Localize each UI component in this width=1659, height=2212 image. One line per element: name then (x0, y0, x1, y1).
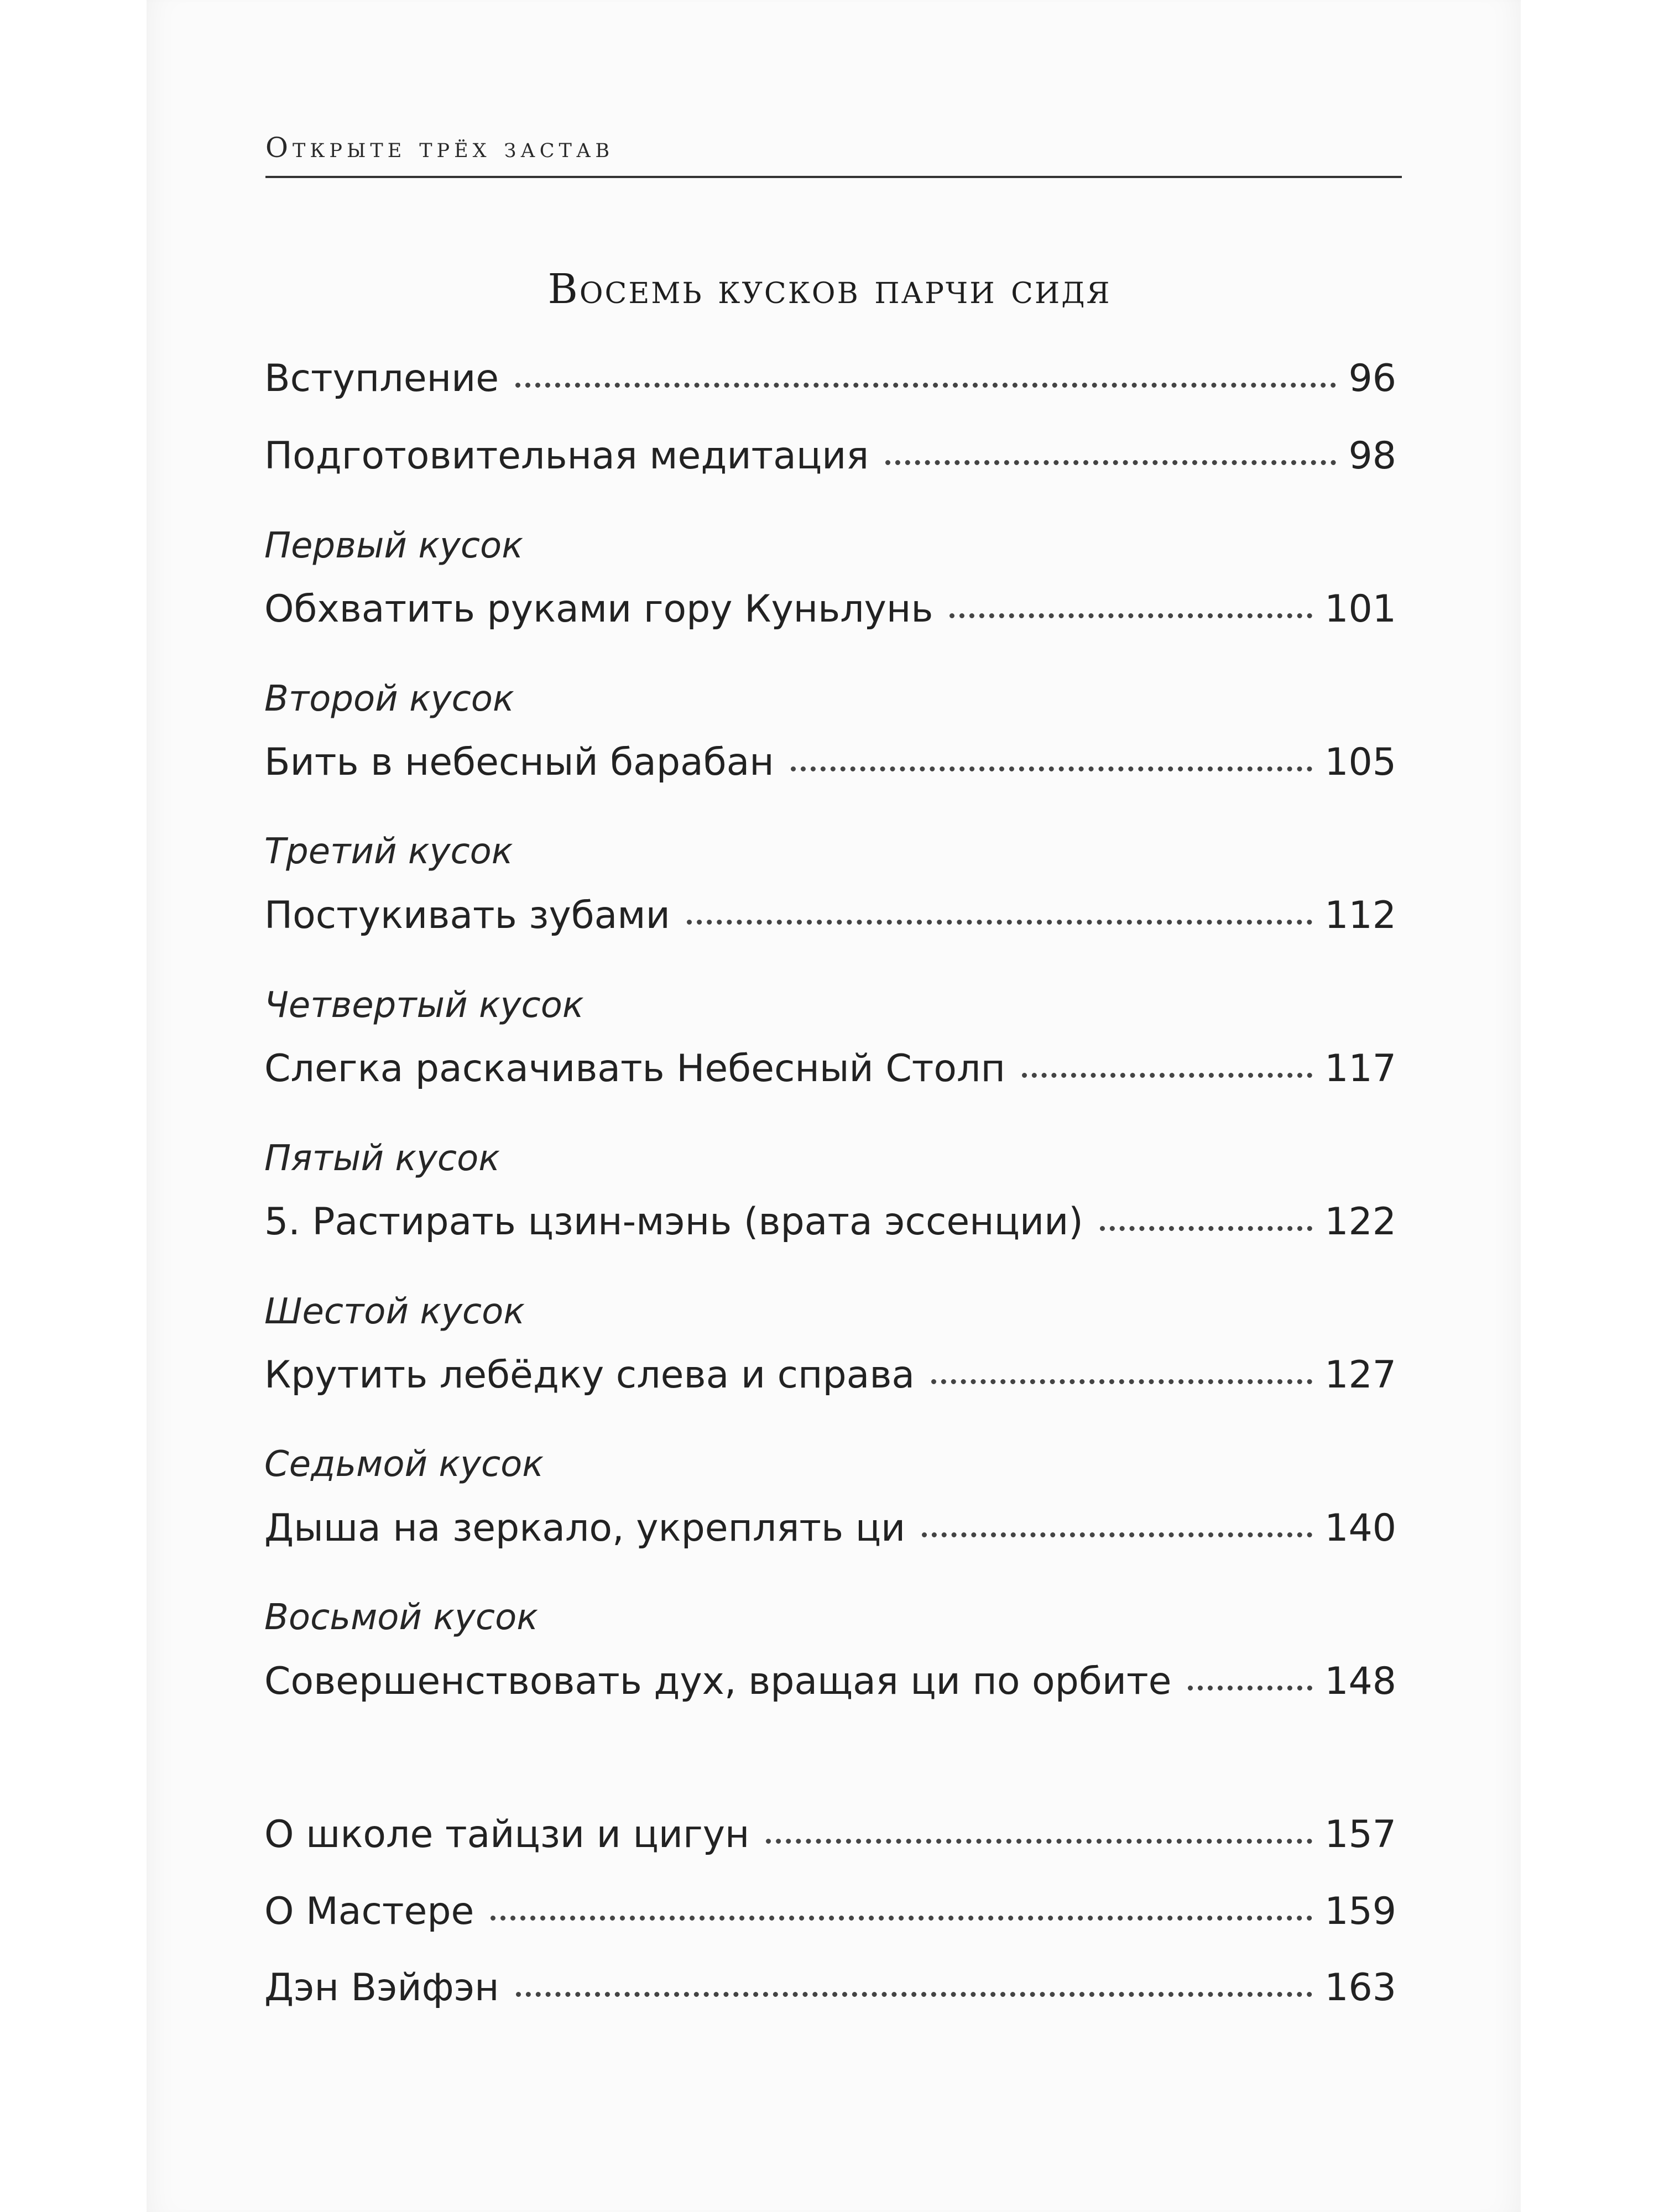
dot-leader (931, 1379, 1312, 1384)
running-head: Открыте трёх застав (265, 132, 614, 164)
toc-page-number: 148 (1324, 1660, 1396, 1703)
toc-entry (264, 357, 1396, 400)
toc-part-heading: Пятый кусок (264, 1138, 500, 1179)
toc-page-number: 98 (1348, 434, 1396, 478)
toc-entry (264, 1966, 1396, 2010)
header-rule (265, 176, 1402, 178)
toc-entry-title: Совершенствовать дух, вращая ци по орбите (264, 1660, 1172, 1703)
toc-entry (264, 1047, 1396, 1091)
toc-page-number: 157 (1324, 1813, 1396, 1856)
toc-part-heading: Седьмой кусок (264, 1444, 544, 1485)
dot-leader (766, 1839, 1312, 1844)
toc-page-number: 159 (1324, 1890, 1396, 1933)
toc-part-heading: Третий кусок (264, 831, 513, 872)
dot-leader (491, 1916, 1312, 1921)
toc-entry-title: Вступление (264, 357, 499, 400)
toc-entry (264, 1813, 1396, 1856)
dot-leader (1188, 1686, 1312, 1691)
toc-page-number: 96 (1348, 357, 1396, 400)
toc-entry (264, 894, 1396, 937)
toc-entry (264, 587, 1396, 631)
dot-leader (1100, 1226, 1312, 1231)
toc-entry (264, 1890, 1396, 1933)
toc-entry-title: О Мастере (264, 1890, 474, 1933)
toc-part-heading: Четвертый кусок (264, 985, 584, 1026)
toc-page-number: 127 (1324, 1353, 1396, 1397)
toc-part-heading: Первый кусок (264, 525, 523, 566)
toc-page-number: 140 (1324, 1506, 1396, 1550)
dot-leader (885, 460, 1336, 465)
toc-entry-title: Слегка раскачивать Небесный Столп (264, 1047, 1005, 1091)
toc-page-number: 122 (1324, 1200, 1396, 1244)
toc-page-number: 105 (1324, 740, 1396, 784)
dot-leader (791, 766, 1312, 771)
toc-page-number: 163 (1324, 1966, 1396, 2010)
toc-entry (264, 1506, 1396, 1550)
toc-page-number: 112 (1324, 894, 1396, 937)
book-page (147, 0, 1521, 2212)
dot-leader (1022, 1073, 1312, 1078)
toc-entry-title: Обхватить руками гору Куньлунь (264, 587, 933, 631)
toc-page-number: 117 (1324, 1047, 1396, 1091)
toc-part-heading: Второй кусок (264, 679, 514, 719)
toc-entry (264, 740, 1396, 784)
toc-entry (264, 1660, 1396, 1703)
section-title: Восемь кусков парчи сидя (547, 265, 1112, 313)
toc-entry-title: Бить в небесный барабан (264, 740, 774, 784)
toc-entry (264, 1353, 1396, 1397)
toc-entry-title: Подготовительная медитация (264, 434, 869, 478)
toc-part-heading: Шестой кусок (264, 1291, 525, 1332)
toc-part-heading: Восьмой кусок (264, 1597, 538, 1638)
toc-entry-title: 5. Растирать цзин-мэнь (врата эссенции) (264, 1200, 1083, 1244)
dot-leader (950, 613, 1312, 618)
dot-leader (515, 383, 1336, 388)
toc-entry (264, 1200, 1396, 1244)
toc-entry-title: Дэн Вэйфэн (264, 1966, 499, 2010)
toc-entry-title: О школе тайцзи и цигун (264, 1813, 750, 1856)
dot-leader (516, 1992, 1313, 1997)
toc-entry (264, 434, 1396, 478)
toc-entry-title: Постукивать зубами (264, 894, 670, 937)
toc-entry-title: Крутить лебёдку слева и справа (264, 1353, 915, 1397)
toc-page-number: 101 (1324, 587, 1396, 631)
dot-leader (687, 920, 1312, 925)
dot-leader (922, 1532, 1312, 1537)
toc-entry-title: Дыша на зеркало, укреплять ци (264, 1506, 906, 1550)
